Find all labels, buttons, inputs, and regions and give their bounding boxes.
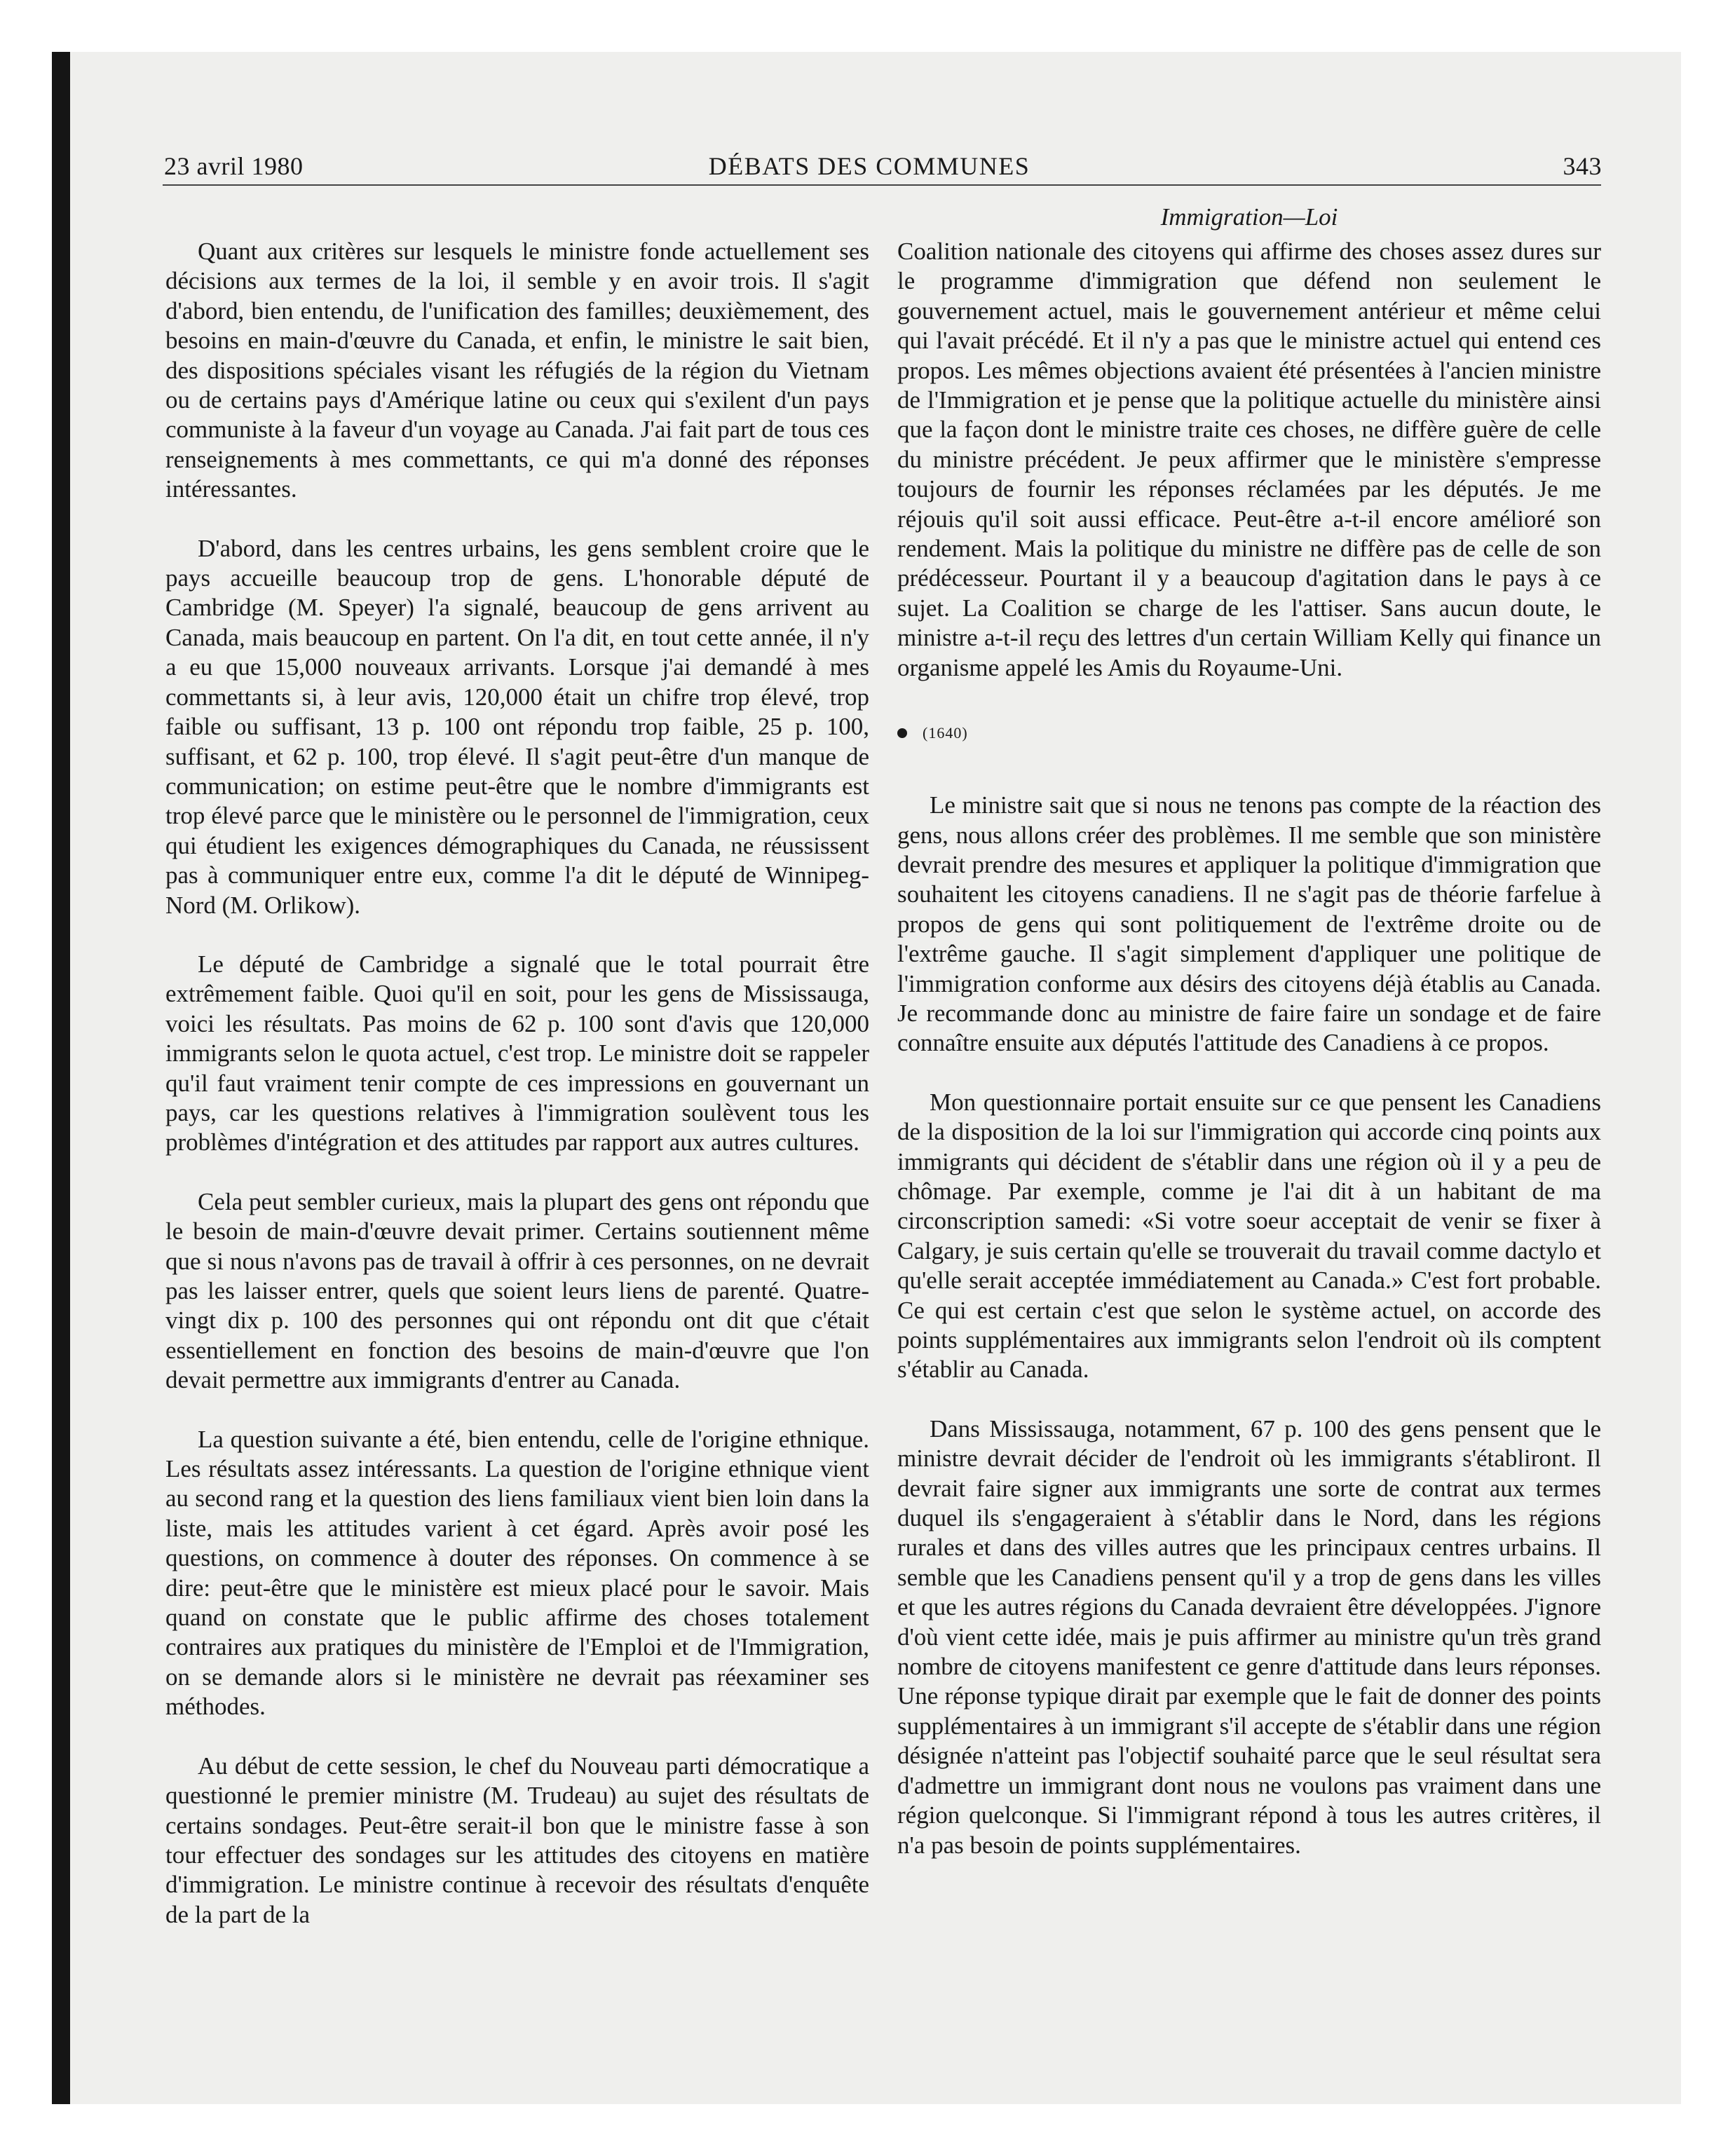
header-rule — [163, 184, 1601, 186]
header-title: DÉBATS DES COMMUNES — [708, 152, 1030, 180]
page-number: 343 — [1563, 152, 1602, 180]
paragraph: La question suivante a été, bien entendu, celle de l'origine ethnique. Les résultats assez intéressants. La question de l'origine ethnique vient au second rang et la question des liens familiaux vient bien loin dans la liste, mais les attitudes varient à cet égard. Après avoir posé les questions, on commence à douter des réponses. On commence à se dire: peut-être que le ministère est mieux placé pour le savoir. Mais quand on constate que le public affirme des choses totalement contraires aux pratiques du ministère de l'Emploi et de l'Immigration, on se demande alors si le ministère ne devrait pas réexaminer ses méthodes. — [165, 1425, 869, 1721]
right-column — [897, 237, 1601, 1860]
paragraph: D'abord, dans les centres urbains, les gens semblent croire que le pays accueille beaucoup trop de gens. L'honorable député de Cambridge (M. Speyer) l'a signalé, beaucoup de gens arrivent au Canada, mais beaucoup en partent. On l'a dit, en tout cette année, il n'y a eu que 15,000 nouveaux arrivants. Lorsque j'ai demandé à mes commettants si, à leur avis, 120,000 était un chifre trop élevé, trop faible ou suffisant, 13 p. 100 ont répondu trop faible, 25 p. 100, suffisant, et 62 p. 100, trop élevé. Il s'agit peut-être d'un manque de communication; on estime peut-être que le nombre d'immigrants est trop élevé parce que le ministère ou le personnel de l'immigration, ceux qui étudient les exigences démographiques du Canada, ne réussissent pas à communiquer entre eux, comme l'a dit le député de Winnipeg-Nord (M. Orlikow). — [165, 534, 869, 919]
binding-edge — [52, 52, 70, 2104]
paragraph: Au début de cette session, le chef du Nouveau parti démocratique a questionné le premier ministre (M. Trudeau) au sujet des résultats de certains sondages. Peut-être serait-il bon que le ministre fasse à son tour effectuer des sondages sur les attitudes des citoyens en matière d'immigration. Le ministre continue à recevoir des résultats d'enquête de la part de la — [165, 1752, 869, 1928]
left-column — [165, 237, 869, 1930]
paragraph: Dans Mississauga, notamment, 67 p. 100 des gens pensent que le ministre devrait décider de l'endroit où les immigrants s'établiront. Il devrait faire signer aux immigrants une sorte de contrat aux termes duquel ils s'engageraient à s'établir dans le Nord, dans les régions rurales et dans des villes autres que les principaux centres urbains. Il semble que les Canadiens pensent qu'il y a trop de gens dans les villes et que les autres régions du Canada devraient être développées. J'ignore d'où vient cette idée, mais je puis affirmer au ministre qu'un très grand nombre de citoyens manifestent ce genre d'attitude dans leurs réponses. Une réponse typique dirait par exemple que le fait de donner des points supplémentaires à un immigrant s'il accepte de s'établir dans une région désignée n'atteint pas l'objectif souhaité parce que le seul résultat sera d'admettre un immigrant dont nous ne voulons pas vraiment dans une région quelconque. Si l'immigrant répond à tous les autres critères, il n'a pas besoin de points supplémentaires. — [897, 1414, 1601, 1859]
header-date: 23 avril 1980 — [164, 152, 304, 180]
bullet-icon — [897, 728, 907, 738]
paragraph: Cela peut sembler curieux, mais la plupart des gens ont répondu que le besoin de main-d'œuvre devait primer. Certains soutiennent même que si nous n'avons pas de travail à offrir à ces personnes, on ne devrait pas les laisser entrer, quels que soient leurs liens de parenté. Quatre-vingt dix p. 100 des personnes qui ont répondu ont dit que c'était essentiellement en fonction des besoins de main-d'œuvre que l'on devait permettre aux immigrants d'entrer au Canada. — [165, 1187, 869, 1394]
continuation-paragraph: Coalition nationale des citoyens qui affirme des choses assez dures sur le programme d'immigration que défend non seulement le gouvernement actuel, mais le gouvernement antérieur et même celui qui l'avait précédé. Et il n'y a pas que le ministre actuel qui entend ces propos. Les mêmes objections avaient été présentées à l'ancien ministre de l'Immigration et je pense que la politique actuelle du ministère ainsi que la façon dont le ministre traite ces choses, ne diffère guère de celle du ministre précédent. Je peux affirmer que le ministère s'empresse toujours de fournir les réponses réclamées par les députés. Je me réjouis qu'il soit aussi efficace. Peut-être a-t-il encore amélioré son rendement. Mais la politique du ministre ne diffère pas de celle de son prédécesseur. Pourtant il y a beaucoup d'agitation dans le pays à ce sujet. La Coalition se charge de les l'attiser. Sans aucun doute, le ministre a-t-il reçu des lettres d'un certain William Kelly qui finance un organisme appelé les Amis du Royaume-Uni. — [897, 238, 1601, 681]
time-marker — [897, 719, 1601, 747]
paragraph: Le ministre sait que si nous ne tenons pas compte de la réaction des gens, nous allons créer des problèmes. Il me semble que son ministère devrait prendre des mesures et appliquer la politique d'immigration que souhaitent les citoyens canadiens. Il ne s'agit pas de théorie farfelue à propos de gens qui sont politiquement de l'extrême droite ou de l'extrême gauche. Il s'agit simplement d'appliquer une politique de l'immigration conforme aux désirs des citoyens déjà établis au Canada. Je recommande donc au ministre de faire faire un sondage et de faire connaître ensuite aux députés l'attitude des Canadiens à ce propos. — [897, 791, 1601, 1057]
paragraph: Le député de Cambridge a signalé que le total pourrait être extrêmement faible. Quoi qu'il en soit, pour les gens de Mississauga, voici les résultats. Pas moins de 62 p. 100 sont d'avis que 120,000 immigrants selon le quota actuel, c'est trop. Le ministre doit se rappeler qu'il faut vraiment tenir compte de ces impressions en gouvernant un pays, car les questions relatives à l'immigration soulèvent tous les problèmes d'intégration et des attitudes par rapport aux autres cultures. — [165, 950, 869, 1157]
paragraph: Mon questionnaire portait ensuite sur ce que pensent les Canadiens de la disposition de la loi sur l'immigration qui accorde cinq points aux immigrants qui décident de s'établir dans une région où il y a peu de chômage. Par exemple, comme je l'ai dit à un habitant de ma circonscription samedi: «Si votre soeur acceptait de venir se fixer à Calgary, je suis certain qu'elle se trouverait du travail comme dactylo et qu'elle serait acceptée immédiatement au Canada.» C'est fort probable. Ce qui est certain c'est que selon le système actuel, on accorde des points supplémentaires aux immigrants selon l'endroit où ils comptent s'établir au Canada. — [897, 1088, 1601, 1384]
paragraph: Quant aux critères sur lesquels le ministre fonde actuellement ses décisions aux termes de la loi, il semble y en avoir trois. Il s'agit d'abord, bien entendu, de l'unification des familles; deuxièmement, des besoins en main-d'œuvre du Canada, et enfin, le ministre le sait bien, des dispositions spéciales visant les réfugiés de la région du Vietnam ou de certains pays d'Amérique latine ou ceux qui s'exilent d'un pays communiste à la faveur d'un voyage au Canada. J'ai fait part de tous ces renseignements à mes commettants, ce qui m'a donné des réponses intéressantes. — [165, 238, 869, 503]
section-heading: Immigration—Loi — [1160, 203, 1338, 231]
time-marker-label: (1640) — [923, 723, 968, 742]
